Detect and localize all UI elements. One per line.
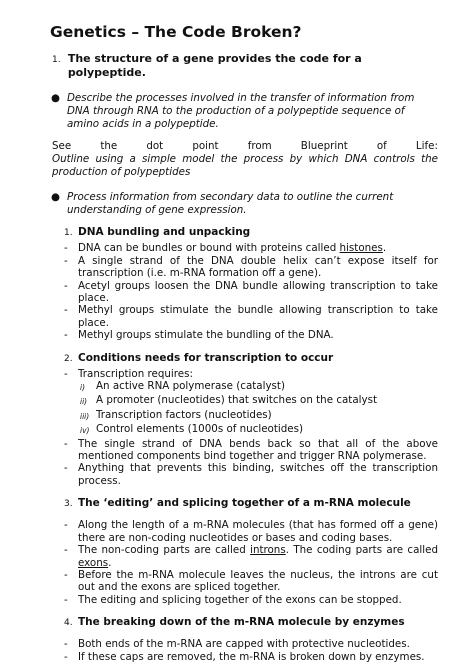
dash-icon: -: [64, 544, 68, 557]
list-item: - Methyl groups stimulate the bundling of the DNA.: [64, 329, 334, 342]
dash-icon: -: [64, 593, 68, 606]
lead-statement: [52, 52, 438, 80]
sub-item: ii) A promoter (nucleotides) that switches on the catalyst: [80, 394, 438, 408]
section-heading: [64, 352, 438, 366]
see-word: from: [247, 140, 272, 153]
page-title: Genetics – The Code Broken?: [50, 23, 302, 41]
section-title: DNA bundling and unpacking: [78, 226, 251, 239]
list-item: - Transcription requires:: [64, 367, 193, 380]
list-item: - The non-coding parts are called introns. The coding parts are called exons.: [64, 544, 438, 569]
list-item: - Along the length of a m-RNA molecules (that has formed off a gene) there are non-coding nucleotides or bases and coding bases.: [64, 519, 438, 544]
section-number: 1.: [64, 228, 73, 239]
dash-icon: -: [64, 279, 68, 292]
see-word: dot: [146, 140, 164, 153]
sub-item: iii) Transcription factors (nucleotides): [80, 409, 438, 423]
section-title: The ‘editing’ and splicing together of a m-RNA molecule: [78, 497, 411, 510]
term-histones: histones: [339, 242, 383, 255]
lead-text: The structure of a gene provides the code for a polypeptide.: [67, 52, 362, 79]
roman-numeral: iv): [80, 426, 90, 436]
bullet-process: [52, 191, 438, 217]
bullet-text: Describe the processes involved in the transfer of information from DNA through RNA to the production of a polypeptide sequence of amino acids in a polypeptide.: [67, 92, 415, 130]
bullet-icon: ●: [51, 190, 60, 203]
term-introns: introns: [250, 544, 286, 557]
dash-icon: -: [64, 437, 68, 450]
lead-number: 1.: [52, 55, 61, 65]
roman-numeral: i): [80, 383, 86, 393]
list-item: - Before the m-RNA molecule leaves the nucleus, the introns are cut out and the exons are spliced together.: [64, 568, 438, 594]
dash-icon: -: [64, 650, 68, 663]
see-word: the: [100, 140, 118, 153]
dash-icon: -: [64, 242, 68, 255]
see-word: Blueprint: [300, 140, 348, 153]
roman-numeral: ii): [80, 397, 88, 407]
section-heading: [64, 226, 438, 240]
dash-icon: -: [64, 254, 68, 267]
section-heading: [64, 497, 438, 511]
see-word: of: [376, 140, 387, 153]
dash-icon: -: [64, 462, 68, 475]
see-line: [52, 140, 438, 153]
see-word: See: [52, 140, 72, 153]
dash-icon: -: [64, 568, 68, 581]
dash-icon: -: [64, 638, 68, 651]
dash-icon: -: [64, 304, 68, 317]
bullet-describe: [52, 92, 438, 130]
dash-icon: -: [64, 519, 68, 532]
term-exons: exons: [78, 556, 109, 569]
list-item: - The editing and splicing together of the exons can be stopped.: [64, 593, 402, 606]
dash-icon: -: [64, 367, 68, 380]
bullet-icon: ●: [51, 92, 60, 104]
section-heading: [64, 616, 438, 630]
sub-item: iv) Control elements (1000s of nucleotides): [80, 423, 438, 437]
section-number: 3.: [64, 499, 73, 510]
list-item: - A single strand of the DNA double helix can’t expose itself for transcription (i.e. m-RNA formation off a gene).: [64, 254, 438, 280]
list-item: - Both ends of the m-RNA are capped with protective nucleotides.: [64, 638, 410, 651]
bullet-text: Process information from secondary data to outline the current understanding of gene expression.: [67, 190, 394, 216]
list-item: - If these caps are removed, the m-RNA is broken down by enzymes.: [64, 650, 425, 663]
see-word: Life:: [415, 140, 438, 153]
section-title: Conditions needs for transcription to occur: [78, 351, 334, 364]
list-item: - The single strand of DNA bends back so that all of the above mentioned components bind together and trigger RNA polymerase.: [64, 437, 438, 463]
roman-numeral: iii): [80, 411, 90, 421]
sub-item: i) An active RNA polymerase (catalyst): [80, 380, 438, 394]
see-word: point: [192, 140, 219, 153]
list-item: - DNA can be bundles or bound with proteins called histones.: [64, 242, 387, 255]
section-number: 2.: [64, 353, 73, 364]
list-item: - Acetyl groups loosen the DNA bundle allowing transcription to take place.: [64, 279, 438, 304]
list-item: - Methyl groups stimulate the bundle allowing transcription to take place.: [64, 304, 438, 329]
dash-icon: -: [64, 329, 68, 342]
see-outline-text: Outline using a simple model the process by which DNA controls the production of polypeptides: [52, 153, 438, 178]
section-title: The breaking down of the m-RNA molecule by enzymes: [78, 616, 405, 629]
section-number: 4.: [64, 618, 73, 629]
list-item: - Anything that prevents this binding, switches off the transcription process.: [64, 462, 438, 487]
